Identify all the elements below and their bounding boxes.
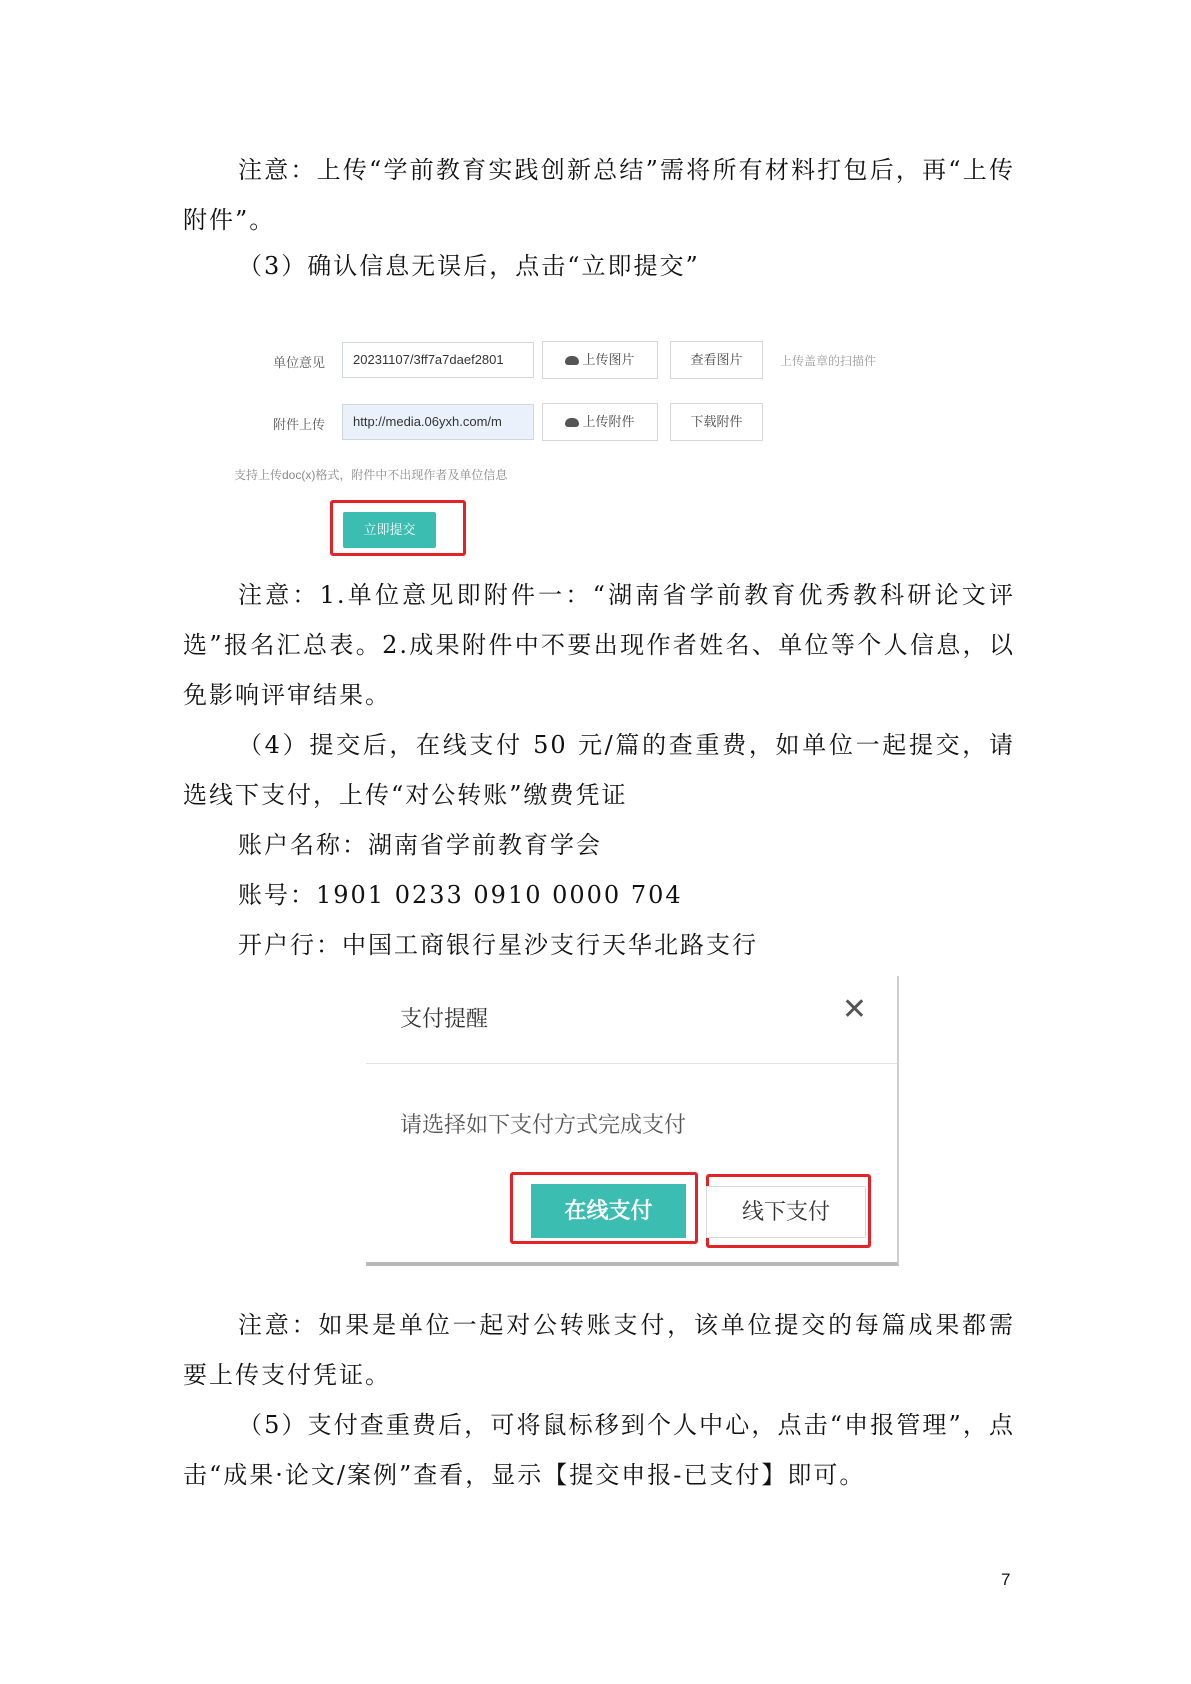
dialog-title: 支付提醒 <box>400 1006 489 1031</box>
upload-image-label: 上传图片 <box>582 352 635 367</box>
dialog-divider <box>366 1063 897 1064</box>
page-number: 7 <box>1001 1570 1011 1589</box>
submit-button[interactable]: 立即提交 <box>343 512 436 548</box>
offline-pay-button[interactable]: 线下支付 <box>706 1186 866 1238</box>
format-tip: 支持上传doc(x)格式，附件中不出现作者及单位信息 <box>234 468 508 482</box>
unit-opinion-hint: 上传盖章的扫描件 <box>780 354 877 368</box>
step3-text: （3）确认信息无误后，点击“立即提交” <box>238 252 700 280</box>
close-icon[interactable]: ✕ <box>841 993 867 1026</box>
note-payment: 注意：如果是单位一起对公转账支付，该单位提交的每篇成果都需要上传支付凭证。 <box>183 1311 1015 1389</box>
unit-opinion-input[interactable]: 20231107/3ff7a7daef2801 <box>342 342 534 378</box>
step4-text: （4）提交后，在线支付 50 元/篇的查重费，如单位一起提交，请选线下支付，上传“对公转账”缴费凭证 <box>183 731 1015 809</box>
payment-dialog <box>366 976 899 1266</box>
account-number: 账号：1901 0233 0910 0000 704 <box>238 881 683 909</box>
upload-attachment-label: 上传附件 <box>582 414 635 429</box>
download-attachment-button[interactable]: 下载附件 <box>670 403 763 441</box>
cloud-upload-icon <box>565 418 579 427</box>
note-unit: 注意：1.单位意见即附件一：“湖南省学前教育优秀教科研论文评选”报名汇总表。2.成果附件中不要出现作者姓名、单位等个人信息，以免影响评审结果。 <box>183 581 1015 709</box>
bank-name: 开户行：中国工商银行星沙支行天华北路支行 <box>238 931 758 959</box>
note-upload: 注意：上传“学前教育实践创新总结”需将所有材料打包后，再“上传附件”。 <box>183 156 1015 234</box>
attachment-label: 附件上传 <box>273 417 326 432</box>
step5-text: （5）支付查重费后，可将鼠标移到个人中心，点击“申报管理”，点击“成果·论文/案例”查看，显示【提交申报-已支付】即可。 <box>183 1411 1015 1489</box>
attachment-input[interactable]: http://media.06yxh.com/m <box>342 404 534 440</box>
view-image-button[interactable]: 查看图片 <box>670 341 763 379</box>
account-name: 账户名称：湖南省学前教育学会 <box>238 831 602 859</box>
upload-form <box>230 338 910 560</box>
unit-opinion-label: 单位意见 <box>273 355 326 370</box>
dialog-message: 请选择如下支付方式完成支付 <box>400 1112 687 1137</box>
upload-image-button[interactable] <box>542 341 658 379</box>
cloud-upload-icon <box>565 356 579 365</box>
upload-attachment-button[interactable] <box>542 403 658 441</box>
online-pay-button[interactable]: 在线支付 <box>531 1184 686 1238</box>
